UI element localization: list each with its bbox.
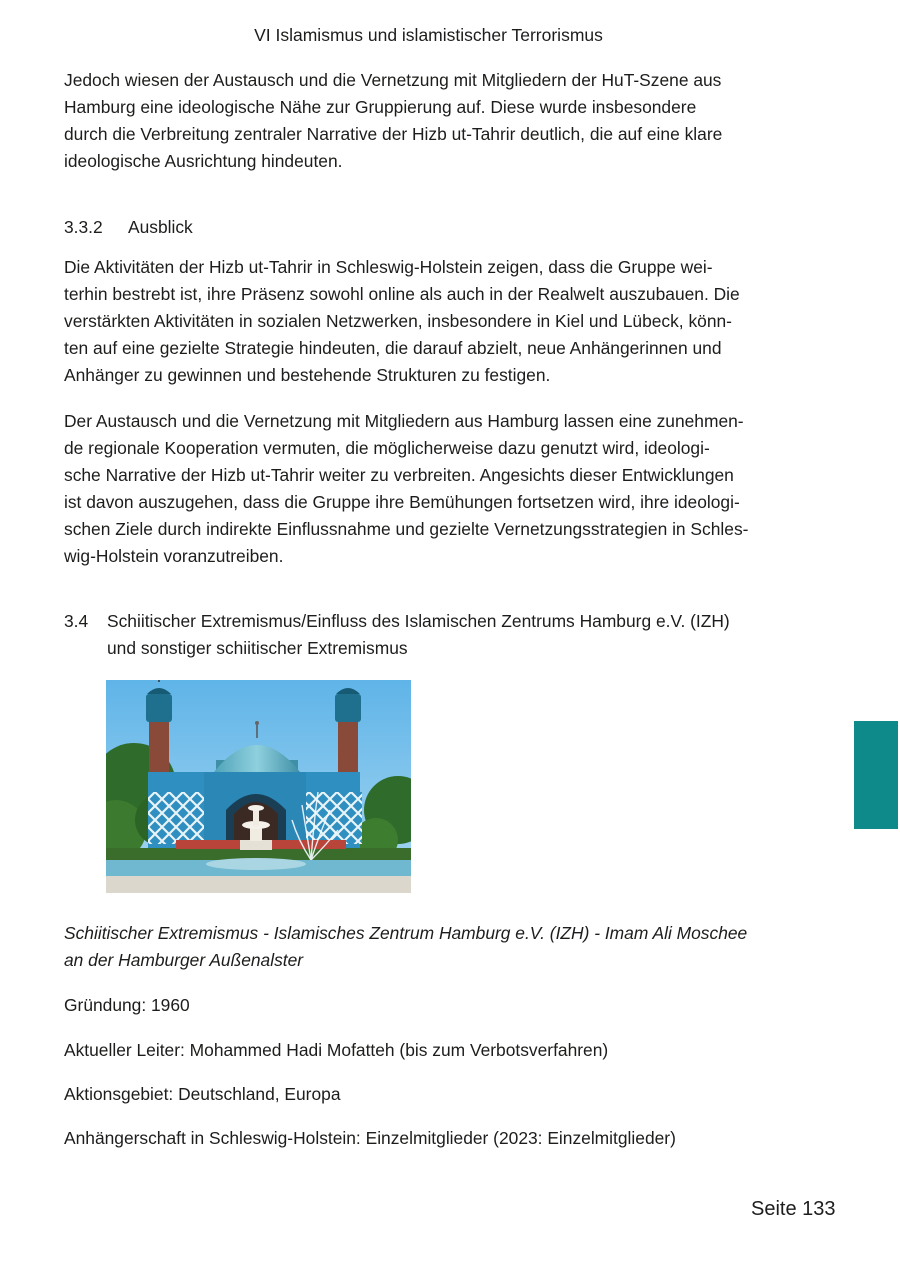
page-number: Seite 133 [751,1198,836,1220]
caption-line: an der Hamburger Außenalster [64,950,304,970]
text-line: ideologische Ausrichtung hindeuten. [64,151,343,171]
photo-caption [64,920,794,974]
text-line: verstärkten Aktivitäten in sozialen Netzwerken, insbesondere in Kiel und Lübeck, könn- [64,311,732,331]
text-line: wig-Holstein voranzutreiben. [64,546,284,566]
fact-area: Aktionsgebiet: Deutschland, Europa [64,1084,341,1104]
text-line: Der Austausch und die Vernetzung mit Mitgliedern aus Hamburg lassen eine zunehmen- [64,411,744,431]
fact-followers: Anhängerschaft in Schleswig-Holstein: Einzelmitglieder (2023: Einzelmitglieder) [64,1128,676,1148]
running-header: VI Islamismus und islamistischer Terrorismus [254,25,603,45]
section-title-line: und sonstiger schiitischer Extremismus [107,638,408,658]
text-line: durch die Verbreitung zentraler Narrative der Hizb ut-Tahrir deutlich, die auf eine klare [64,124,723,144]
section-title [107,608,730,662]
outlook-paragraph-1 [64,254,794,389]
text-line: ist davon auszugehen, dass die Gruppe ihre Bemühungen fortsetzen wird, ihre ideologi- [64,492,740,512]
fact-founding: Gründung: 1960 [64,995,190,1015]
section-heading-3-3-2 [64,214,193,241]
section-number: 3.4 [64,611,89,631]
text-line: sche Narrative der Hizb ut-Tahrir weiter zu verbreiten. Angesichts dieser Entwicklungen [64,465,734,485]
mosque-photo [106,680,411,893]
text-line: Jedoch wiesen der Austausch und die Vernetzung mit Mitgliedern der HuT-Szene aus [64,70,722,90]
text-line: de regionale Kooperation vermuten, die möglicherweise dazu genutzt wird, ideologi- [64,438,710,458]
intro-paragraph [64,67,794,175]
chapter-tab-marker [854,721,898,829]
fact-leader: Aktueller Leiter: Mohammed Hadi Mofatteh (bis zum Verbotsverfahren) [64,1040,609,1060]
text-line: schen Ziele durch indirekte Einflussnahme und gezielte Vernetzungsstrategien in Schles- [64,519,749,539]
section-number: 3.3.2 [64,217,103,237]
text-line: Die Aktivitäten der Hizb ut-Tahrir in Schleswig-Holstein zeigen, dass die Gruppe wei- [64,257,713,277]
text-line: Hamburg eine ideologische Nähe zur Gruppierung auf. Diese wurde insbesondere [64,97,697,117]
caption-line: Schiitischer Extremismus - Islamisches Zentrum Hamburg e.V. (IZH) - Imam Ali Moschee [64,923,748,943]
text-line: ten auf eine gezielte Strategie hindeuten, die darauf abzielt, neue Anhängerinnen und [64,338,722,358]
section-title: Ausblick [128,217,193,237]
text-line: terhin bestrebt ist, ihre Präsenz sowohl online als auch in der Realwelt auszubauen. Die [64,284,740,304]
text-line: Anhänger zu gewinnen und bestehende Strukturen zu festigen. [64,365,551,385]
outlook-paragraph-2 [64,408,794,570]
section-title-line: Schiitischer Extremismus/Einfluss des Islamischen Zentrums Hamburg e.V. (IZH) [107,611,730,631]
